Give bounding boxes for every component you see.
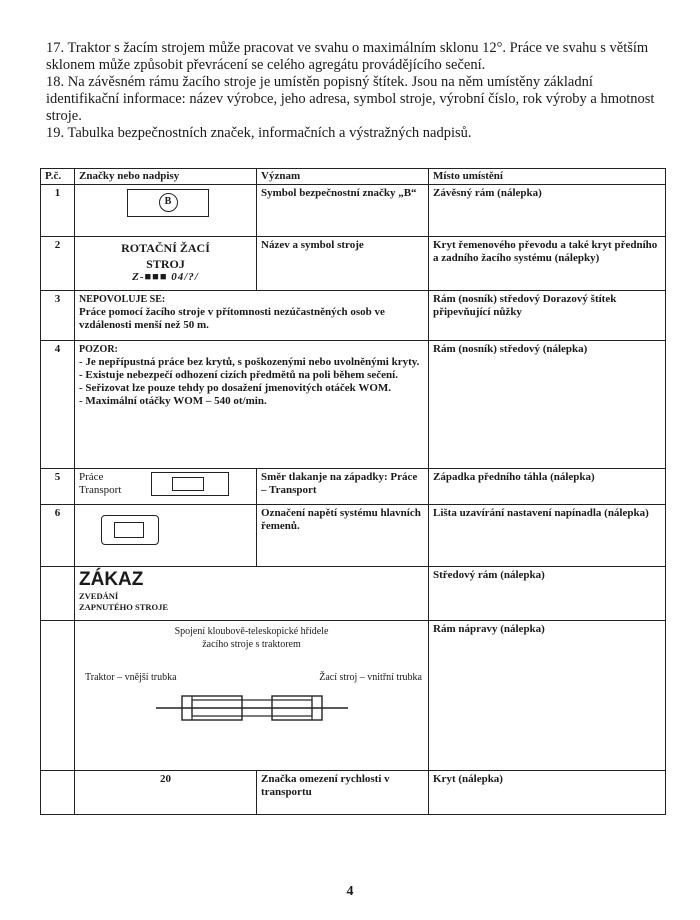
location-cell: Rám (nosník) středový Dorazový štítek připevňující nůžky — [429, 291, 666, 341]
warning-item: - Seřizovat lze pouze tehdy po dosažení jmenovitých otáček WOM. — [79, 382, 392, 394]
warning-item: - Existuje nebezpečí odhození cizích předmětů na poli během sečení. — [79, 369, 398, 381]
warning-title: POZOR: — [79, 344, 118, 355]
header-sign: Značky nebo nadpisy — [75, 169, 257, 185]
row-number: 1 — [41, 185, 75, 237]
sign-cell — [75, 469, 257, 505]
sign-cell — [75, 291, 429, 341]
meaning-cell: Název a symbol stroje — [257, 237, 429, 291]
sign-cell — [75, 185, 257, 237]
table-row — [41, 291, 666, 341]
meaning-cell: Označení napětí systému hlavních řemenů. — [257, 505, 429, 567]
row-number: 3 — [41, 291, 75, 341]
row-number: 4 — [41, 341, 75, 469]
meaning-cell: Směr tlakanje na západky: Práce – Transport — [257, 469, 429, 505]
safety-signs-table — [40, 168, 666, 815]
sign-cell — [75, 341, 429, 469]
paragraph-18: 18. Na závěsném rámu žacího stroje je umístěn popisný štítek. Jsou na něm umístěny základní identifikační informace: název výrobce, jeho adresa, symbol stroje, výrobní číslo, rok výroby a hmotnost stroje. — [46, 74, 655, 124]
machine-symbol-handwritten: Z-■■■ 04/?/ — [132, 271, 199, 283]
header-meaning: Význam — [257, 169, 429, 185]
mower-tube-label: Žací stroj – vnitřní trubka — [319, 672, 422, 683]
paragraph-17: 17. Traktor s žacím strojem může pracovat ve svahu o maximálním sklonu 12°. Práce ve svahu s větším sklonem může způsobit převrácení se celého agregátu provádějícího sečení. — [46, 40, 649, 73]
table-row — [41, 505, 666, 567]
paragraph-19: 19. Tabulka bezpečnostních značek, informačních a výstražných nadpisů. — [46, 125, 472, 141]
table-row — [41, 771, 666, 815]
table-row — [41, 567, 666, 621]
meaning-cell: Značka omezení rychlosti v transportu — [257, 771, 429, 815]
table-row — [41, 469, 666, 505]
table-row — [41, 185, 666, 237]
warning-item: - Maximální otáčky WOM – 540 ot/min. — [79, 395, 267, 407]
location-cell: Kryt řemenového převodu a také kryt předního a zadního žacího systému (nálepky) — [429, 237, 666, 291]
tractor-tube-label: Traktor – vnější trubka — [85, 672, 177, 683]
warning-item: - Je nepřípustná práce bez krytů, s poškozenými nebo uvolněnými kryty. — [79, 356, 420, 368]
belt-tension-icon — [101, 515, 159, 545]
location-cell: Kryt (nálepka) — [429, 771, 666, 815]
location-cell: Lišta uzavírání nastavení napínadla (nálepka) — [429, 505, 666, 567]
table-header-row — [41, 169, 666, 185]
table-row — [41, 621, 666, 771]
page-number: 4 — [346, 884, 354, 899]
sign-cell — [75, 505, 257, 567]
work-transport-label: Práce Transport — [79, 471, 122, 496]
safety-symbol-box — [127, 189, 209, 217]
sign-cell — [75, 237, 257, 291]
location-cell: Západka předního táhla (nálepka) — [429, 469, 666, 505]
meaning-cell: Symbol bezpečnostní značky „B“ — [257, 185, 429, 237]
location-cell: Rám nápravy (nálepka) — [429, 621, 666, 771]
prohibition-line2: ZAPNUTÉHO STROJE — [79, 602, 169, 612]
machine-name-line1: ROTAČNÍ ŽACÍ — [121, 241, 210, 255]
table-row — [41, 341, 666, 469]
shaft-connection-text: Spojení kloubově-teleskopické hřídele žacího stroje s traktorem — [174, 626, 329, 650]
prohibition-line1: ZVEDÁNÍ — [79, 591, 119, 601]
location-cell: Rám (nosník) středový (nálepka) — [429, 341, 666, 469]
speed-limit-sign: 20 — [75, 771, 257, 815]
machine-name-line2: STROJ — [146, 257, 185, 271]
warning-text: Práce pomocí žacího stroje v přítomnosti nezúčastněných osob ve vzdálenosti menší než 50 m. — [79, 306, 385, 331]
header-location: Místo umístění — [429, 169, 666, 185]
row-number: 5 — [41, 469, 75, 505]
latch-direction-icon — [151, 472, 229, 496]
location-cell: Středový rám (nálepka) — [429, 567, 666, 621]
table-row — [41, 237, 666, 291]
row-number: 6 — [41, 505, 75, 567]
intro-text — [46, 40, 666, 142]
row-number — [41, 567, 75, 621]
telescopic-shaft-icon — [152, 690, 352, 726]
sign-cell — [75, 621, 429, 771]
location-cell: Závěsný rám (nálepka) — [429, 185, 666, 237]
symbol-b-icon: B — [159, 193, 178, 212]
row-number: 2 — [41, 237, 75, 291]
header-no: P.č. — [41, 169, 75, 185]
warning-title: NEPOVOLUJE SE: — [79, 294, 166, 305]
prohibition-title: ZÁKAZ — [79, 569, 144, 590]
row-number — [41, 771, 75, 815]
row-number — [41, 621, 75, 771]
sign-cell — [75, 567, 429, 621]
